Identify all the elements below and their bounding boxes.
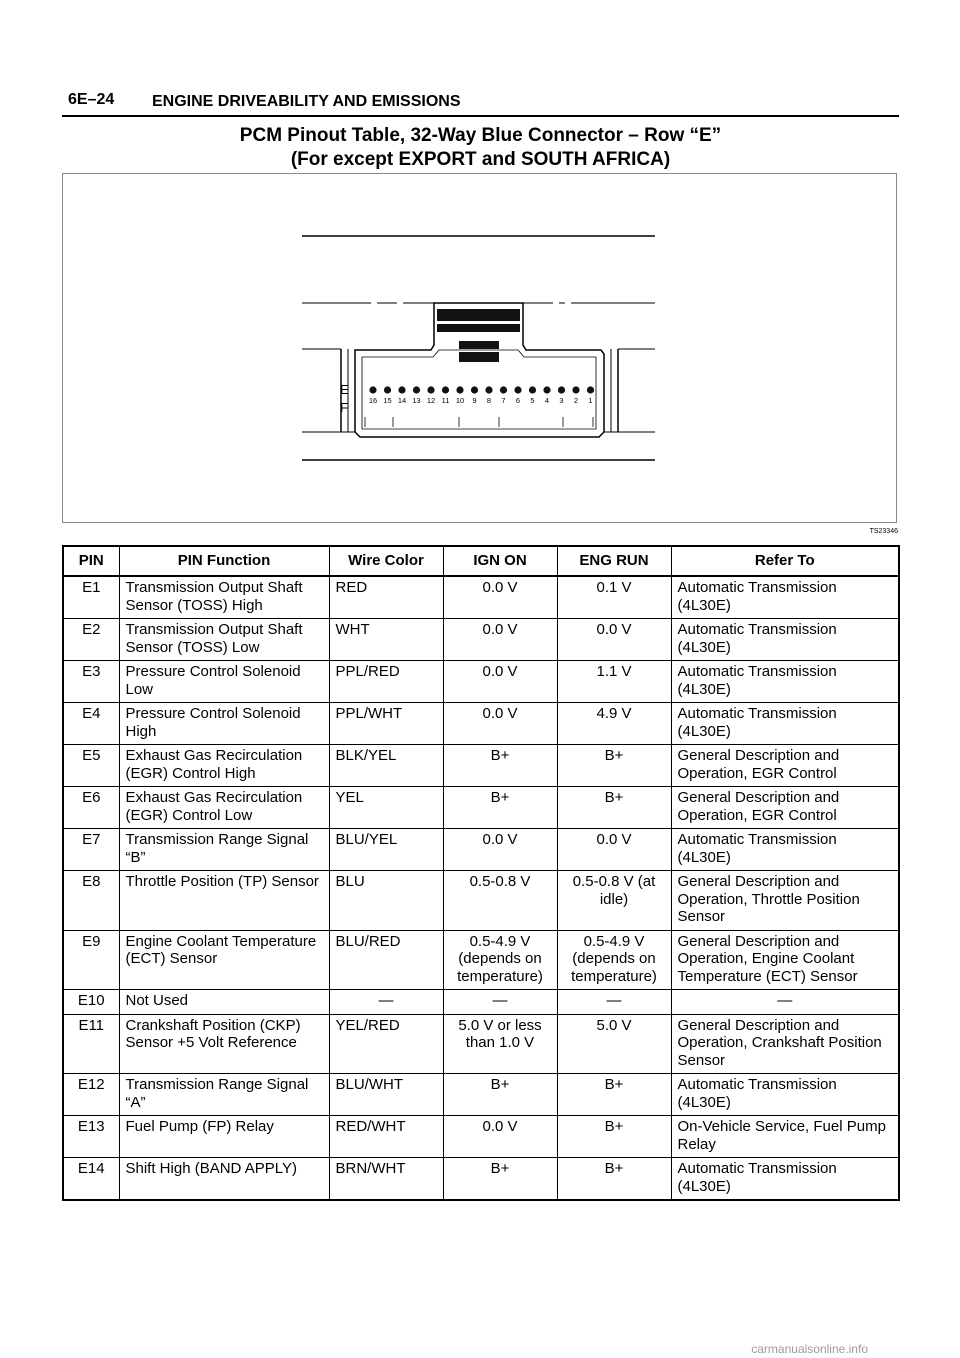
title-line-2: (For except EXPORT and SOUTH AFRICA)	[290, 149, 671, 170]
cell-wire-color: YEL	[329, 787, 443, 829]
cell-eng-run: B+	[557, 1116, 671, 1158]
header-rule	[62, 115, 899, 117]
pin-number-label: 16	[368, 396, 378, 405]
pin-number-label: 15	[383, 396, 392, 405]
cell-wire-color: BLU/RED	[329, 930, 443, 990]
cell-eng-run: B+	[557, 1074, 671, 1116]
cell-ign-on: 0.0 V	[443, 703, 557, 745]
cell-refer-to: —	[671, 990, 899, 1015]
cell-wire-color: PPL/WHT	[329, 703, 443, 745]
pin-number-label: 13	[412, 396, 421, 405]
cell-pin-function: Transmission Output Shaft Sensor (TOSS) High	[119, 576, 329, 619]
pin-number-label: 1	[588, 396, 593, 405]
cell-pin-function: Transmission Range Signal “A”	[119, 1074, 329, 1116]
pin-e4	[543, 386, 550, 393]
table-row	[63, 829, 899, 871]
cell-wire-color: BRN/WHT	[329, 1158, 443, 1201]
table-row	[63, 745, 899, 787]
cell-pin: E2	[63, 619, 119, 661]
table-row	[63, 930, 899, 990]
pin-number-label: 3	[559, 396, 564, 405]
pin-number-label: 8	[486, 396, 492, 405]
pin-e6	[514, 386, 521, 393]
cell-ign-on: —	[443, 990, 557, 1015]
pin-e16	[369, 386, 376, 393]
cell-eng-run: 0.0 V	[557, 619, 671, 661]
cell-pin-function: Fuel Pump (FP) Relay	[119, 1116, 329, 1158]
cell-ign-on: 0.5-0.8 V	[443, 871, 557, 931]
pinout-table	[62, 545, 900, 1201]
table-row	[63, 1116, 899, 1158]
cell-refer-to: On-Vehicle Service, Fuel Pump Relay	[671, 1116, 899, 1158]
cell-pin-function: Exhaust Gas Recirculation (EGR) Control High	[119, 745, 329, 787]
pin-number-label: 12	[426, 396, 436, 405]
cell-refer-to: General Description and Operation, Engine Coolant Temperature (ECT) Sensor	[671, 930, 899, 990]
pin-number-label: 4	[544, 396, 550, 405]
pin-number-label: 9	[472, 396, 477, 405]
cell-eng-run: B+	[557, 745, 671, 787]
pin-e5	[529, 386, 536, 393]
pin-number-label: 14	[397, 396, 407, 405]
cell-eng-run: 0.5-4.9 V (depends on temperature)	[557, 930, 671, 990]
pin-e9	[471, 386, 478, 393]
cell-eng-run: 4.9 V	[557, 703, 671, 745]
cell-ign-on: 0.0 V	[443, 619, 557, 661]
cell-refer-to: General Description and Operation, Throttle Position Sensor	[671, 871, 899, 931]
cell-refer-to: Automatic Transmission (4L30E)	[671, 576, 899, 619]
cell-refer-to: Automatic Transmission (4L30E)	[671, 1074, 899, 1116]
title-line-1: PCM Pinout Table, 32-Way Blue Connector – Row “E”	[239, 125, 722, 146]
pin-e14	[398, 386, 405, 393]
cell-pin-function: Not Used	[119, 990, 329, 1015]
cell-refer-to: General Description and Operation, EGR Control	[671, 745, 899, 787]
cell-ign-on: B+	[443, 1074, 557, 1116]
cell-pin: E9	[63, 930, 119, 990]
connector-diagram	[63, 174, 896, 522]
cell-pin: E13	[63, 1116, 119, 1158]
cell-pin: E10	[63, 990, 119, 1015]
cell-pin: E3	[63, 661, 119, 703]
cell-eng-run: 0.0 V	[557, 829, 671, 871]
cell-wire-color: —	[329, 990, 443, 1015]
cell-pin: E6	[63, 787, 119, 829]
cell-ign-on: B+	[443, 1158, 557, 1201]
cell-wire-color: WHT	[329, 619, 443, 661]
cell-refer-to: Automatic Transmission (4L30E)	[671, 829, 899, 871]
page-title	[62, 124, 899, 172]
header-pin-function: PIN Function	[119, 546, 329, 576]
cell-pin: E8	[63, 871, 119, 931]
cell-wire-color: YEL/RED	[329, 1014, 443, 1074]
cell-ign-on: 0.0 V	[443, 576, 557, 619]
pin-e12	[427, 386, 434, 393]
table-row	[63, 1074, 899, 1116]
table-body	[63, 576, 899, 1200]
connector-figure	[62, 173, 897, 523]
cell-wire-color: BLU/YEL	[329, 829, 443, 871]
cell-eng-run: 0.1 V	[557, 576, 671, 619]
pin-e15	[384, 386, 391, 393]
cell-eng-run: 0.5-0.8 V (at idle)	[557, 871, 671, 931]
table-row	[63, 619, 899, 661]
cell-pin-function: Transmission Output Shaft Sensor (TOSS) Low	[119, 619, 329, 661]
table-row	[63, 787, 899, 829]
cell-wire-color: BLU	[329, 871, 443, 931]
table-row	[63, 576, 899, 619]
cell-refer-to: General Description and Operation, EGR Control	[671, 787, 899, 829]
page-number: 6E–24	[68, 91, 115, 108]
pin-number-label: 7	[501, 396, 506, 405]
header-eng-run: ENG RUN	[557, 546, 671, 576]
table-row	[63, 1158, 899, 1201]
table-row	[63, 871, 899, 931]
cell-ign-on: 0.0 V	[443, 661, 557, 703]
figure-id: TS23346	[869, 528, 898, 535]
cell-pin: E1	[63, 576, 119, 619]
pin-number-label: 6	[515, 396, 521, 405]
cell-pin-function: Exhaust Gas Recirculation (EGR) Control Low	[119, 787, 329, 829]
cell-eng-run: B+	[557, 1158, 671, 1201]
cell-pin-function: Transmission Range Signal “B”	[119, 829, 329, 871]
cell-wire-color: BLU/WHT	[329, 1074, 443, 1116]
cell-ign-on: 0.5-4.9 V (depends on temperature)	[443, 930, 557, 990]
cell-wire-color: RED/WHT	[329, 1116, 443, 1158]
cell-eng-run: 5.0 V	[557, 1014, 671, 1074]
pin-number-label: 11	[441, 396, 450, 405]
cell-pin: E4	[63, 703, 119, 745]
cell-pin: E5	[63, 745, 119, 787]
cell-ign-on: B+	[443, 787, 557, 829]
pin-e3	[558, 386, 565, 393]
pin-e1	[587, 386, 594, 393]
cell-pin: E12	[63, 1074, 119, 1116]
cell-pin: E14	[63, 1158, 119, 1201]
table-header-row	[63, 546, 899, 576]
cell-refer-to: Automatic Transmission (4L30E)	[671, 619, 899, 661]
cell-pin-function: Engine Coolant Temperature (ECT) Sensor	[119, 930, 329, 990]
cell-pin-function: Crankshaft Position (CKP) Sensor +5 Volt Reference	[119, 1014, 329, 1074]
pin-e2	[572, 386, 579, 393]
cell-refer-to: Automatic Transmission (4L30E)	[671, 703, 899, 745]
cell-refer-to: Automatic Transmission (4L30E)	[671, 661, 899, 703]
pin-number-label: 2	[573, 396, 579, 405]
cell-eng-run: B+	[557, 787, 671, 829]
pin-e11	[442, 386, 449, 393]
cell-refer-to: General Description and Operation, Crankshaft Position Sensor	[671, 1014, 899, 1074]
cell-eng-run: —	[557, 990, 671, 1015]
header-pin: PIN	[63, 546, 119, 576]
pin-number-label: 5	[530, 396, 535, 405]
cell-pin-function: Shift High (BAND APPLY)	[119, 1158, 329, 1201]
table-row	[63, 661, 899, 703]
cell-wire-color: BLK/YEL	[329, 745, 443, 787]
cell-pin-function: Throttle Position (TP) Sensor	[119, 871, 329, 931]
cell-pin: E7	[63, 829, 119, 871]
header-refer-to: Refer To	[671, 546, 899, 576]
cell-ign-on: 0.0 V	[443, 1116, 557, 1158]
pin-e7	[500, 386, 507, 393]
header-ign-on: IGN ON	[443, 546, 557, 576]
cell-pin: E11	[63, 1014, 119, 1074]
watermark: carmanualsonline.info	[751, 1342, 868, 1356]
pin-e10	[456, 386, 463, 393]
cell-ign-on: 5.0 V or less than 1.0 V	[443, 1014, 557, 1074]
cell-pin-function: Pressure Control Solenoid High	[119, 703, 329, 745]
pin-e8	[485, 386, 492, 393]
table-row	[63, 1014, 899, 1074]
cell-ign-on: B+	[443, 745, 557, 787]
header-wire-color: Wire Color	[329, 546, 443, 576]
cell-wire-color: PPL/RED	[329, 661, 443, 703]
section-title: ENGINE DRIVEABILITY AND EMISSIONS	[152, 93, 461, 110]
pin-e13	[413, 386, 420, 393]
table-row	[63, 990, 899, 1015]
cell-eng-run: 1.1 V	[557, 661, 671, 703]
row-label-e: E	[340, 382, 349, 397]
cell-refer-to: Automatic Transmission (4L30E)	[671, 1158, 899, 1201]
cell-wire-color: RED	[329, 576, 443, 619]
row-label-f: F	[340, 400, 348, 415]
cell-pin-function: Pressure Control Solenoid Low	[119, 661, 329, 703]
pin-number-label: 10	[455, 396, 465, 405]
table-row	[63, 703, 899, 745]
cell-ign-on: 0.0 V	[443, 829, 557, 871]
